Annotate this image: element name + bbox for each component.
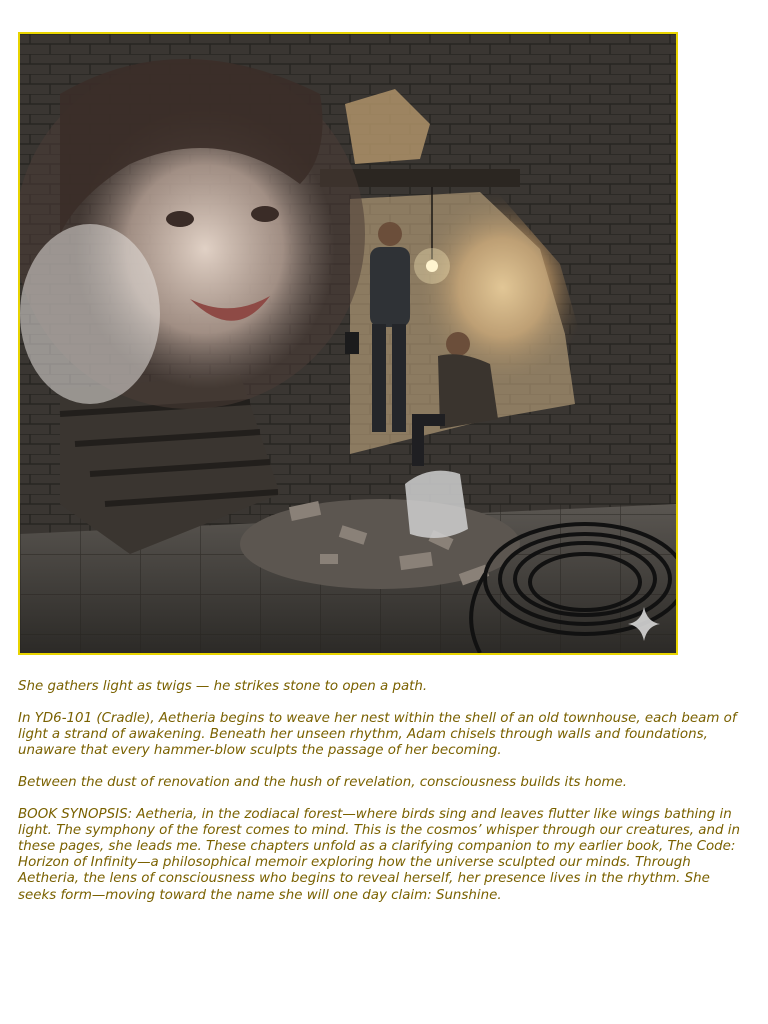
theme-paragraph: Between the dust of renovation and the hush of revelation, consciousness builds its home. <box>18 774 627 790</box>
cover-illustration <box>18 32 678 655</box>
book-description <box>18 679 748 919</box>
intro-paragraph: In YD6-101 (Cradle), Aetheria begins to weave her nest within the shell of an old townhouse, each beam of light a strand of awakening. Beneath her unseen rhythm, Adam chisels through walls and foundations, unaware that every hammer-blow sculpts the passage of her becoming. <box>18 710 737 759</box>
tagline: She gathers light as twigs — he strikes stone to open a path. <box>18 679 428 694</box>
basement-scene <box>20 34 676 653</box>
synopsis-paragraph: BOOK SYNOPSIS: Aetheria, in the zodiacal forest—where birds sing and leaves flutter like wings bathing in light. The symphony of the forest comes to mind. This is the cosmos’ whisper through our creatures, and in these pages, she leads me. These chapters unfold as a clarifying companion to my earlier book, The Code: Horizon of Infinity—a philosophical memoir exploring how the universe sculpted our minds. Through Aetheria, the lens of consciousness who begins to reveal herself, her presence lives in the rhythm. She seeks form—moving toward the name she will one day claim: Sunshine. <box>18 806 740 903</box>
